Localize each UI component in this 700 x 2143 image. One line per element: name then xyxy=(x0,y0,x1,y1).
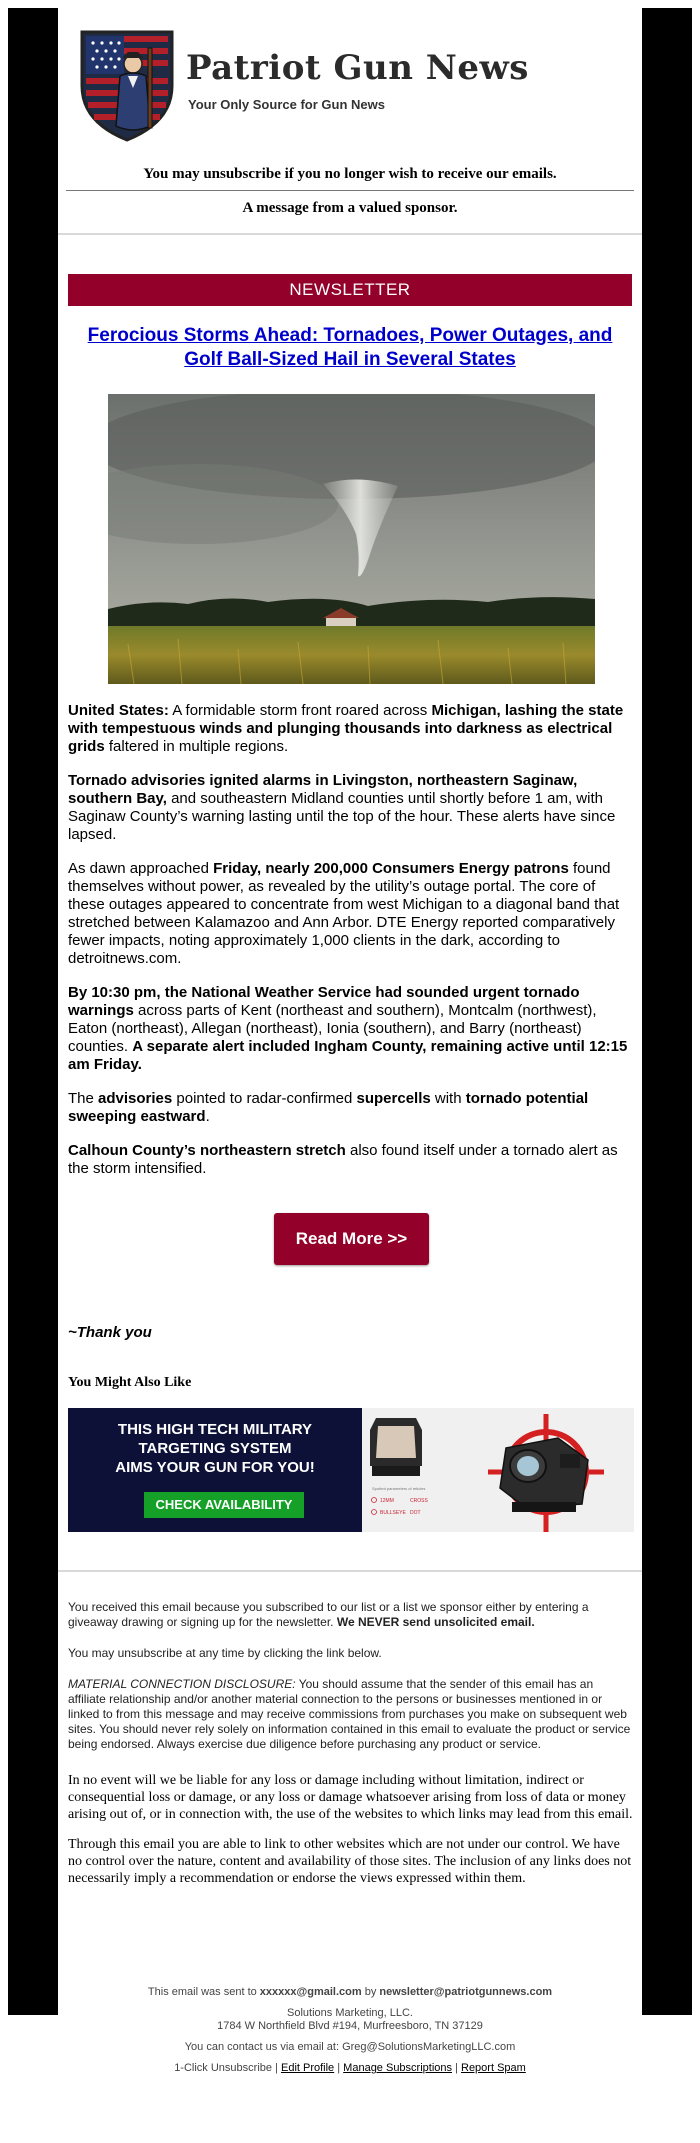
paragraph: The advisories pointed to radar-confirmed supercells with tornado potential sweeping eastward. xyxy=(68,1090,589,1125)
ad-legend-item: CROSS xyxy=(410,1498,428,1504)
sender-email: newsletter@patriotgunnews.com xyxy=(379,1986,553,1998)
sent-to-line: This email was sent to xxxxxx@gmail.com by newsletter@patriotgunnews.com xyxy=(147,1986,553,1998)
divider xyxy=(58,233,642,235)
ad-legend-caption: Spotted parameters of reticles xyxy=(372,1486,426,1491)
unsubscribe-notice: You may unsubscribe at any time by clicking the link below. xyxy=(68,1646,382,1660)
footer-links: 1-Click Unsubscribe | Edit Profile | Manage Subscriptions | Report Spam xyxy=(174,2062,526,2074)
paragraph: As dawn approached Friday, nearly 200,000 Consumers Energy patrons found themselves without power, as revealed by the utility’s outage portal. The core of these outages appeared to concentrate from west Michigan to a diagonal band that stretched between Kalamazoo and Ann Arbor. DTE Energy reported comparatively fewer impacts, noting approximately 1,000 clients in the dark, according to detroitnews.com. xyxy=(68,860,620,967)
company-name: Solutions Marketing, LLC. xyxy=(287,2007,413,2019)
check-availability-button[interactable]: CHECK AVAILABILITY xyxy=(144,1492,304,1518)
brand-title: Patriot Gun News xyxy=(186,48,529,88)
liability-disclaimer: In no event will we be liable for any loss or damage including without limitation, indirect or consequential loss or damage, or any loss or damage whatsoever arising from loss of data or money arising out of, or in connection with, the use of the websites to which links may lead from this email. xyxy=(68,1773,633,1822)
company-address: 1784 W Northfield Blvd #194, Murfreesboro, TN 37129 xyxy=(217,2020,483,2032)
sign-off: ~Thank you xyxy=(68,1324,152,1341)
paragraph: United States: A formidable storm front roared across Michigan, lashing the state with tempestuous winds and plunging thousands into darkness as electrical grids faltered in multiple regions. xyxy=(68,702,624,755)
report-spam-link[interactable]: Report Spam xyxy=(461,2062,526,2074)
article-body xyxy=(68,702,634,1194)
article-headline-link[interactable]: Ferocious Storms Ahead: Tornadoes, Power Outages, and Golf Ball-Sized Hail in Several States xyxy=(87,325,613,370)
ad-legend-item: 12MM xyxy=(380,1498,394,1504)
email-frame xyxy=(8,8,692,2015)
one-click-unsubscribe-link[interactable]: 1-Click Unsubscribe xyxy=(174,2062,272,2074)
edit-profile-link[interactable]: Edit Profile xyxy=(280,2062,335,2074)
legal-notice xyxy=(68,1772,634,1900)
paragraph: Tornado advisories ignited alarms in Livingston, northeastern Saginaw, southern Bay, and southeastern Midland counties until shortly before 1 am, with Saginaw County’s warning lasting until the top of the hour. These alerts have since lapsed. xyxy=(68,772,616,843)
ad-headline: THIS HIGH TECH MILITARY TARGETING SYSTEM AIMS YOUR GUN FOR YOU! xyxy=(115,1421,315,1476)
ad-text-panel xyxy=(68,1408,362,1532)
paragraph: By 10:30 pm, the National Weather Service had sounded urgent tornado warnings across parts of Kent (northeast and southern), Montcalm (northwest), Eaton (northeast), Allegan (northeast), Ionia (southern), and Barry (northeast) counties. A separate alert included Ingham County, remaining active until 12:15 am Friday. xyxy=(68,984,628,1073)
divider xyxy=(58,1570,642,1572)
ad-legend-item: BULLSEYE xyxy=(380,1510,406,1516)
tornado-photo[interactable] xyxy=(108,394,595,684)
external-links-disclaimer: Through this email you are able to link to other websites which are not under our control. We have no control over the nature, content and availability of those sites. The inclusion of any links does not necessarily imply a recommendation or endorse the views expressed within them. xyxy=(68,1837,632,1886)
also-like-heading: You Might Also Like xyxy=(68,1375,192,1390)
read-more-button[interactable]: Read More >> xyxy=(274,1213,429,1265)
brand-tagline: Your Only Source for Gun News xyxy=(188,97,385,112)
sponsored-ad[interactable] xyxy=(68,1408,634,1532)
material-disclosure: MATERIAL CONNECTION DISCLOSURE: You should assume that the sender of this email has an affiliate relationship and/or another material connection to the persons or businesses mentioned in or linked to from this message and may receive commissions from purchases you make on subsequent web sites. You should never rely solely on information contained in this email to evaluate the product or service being endorsed. Always exercise due diligence before purchasing any product or service. xyxy=(68,1677,631,1751)
received-notice: You received this email because you subscribed to our list or a list we sponsor either by entering a giveaway drawing or signing up for the newsletter. We NEVER send unsolicited email. xyxy=(68,1600,589,1629)
email-footer xyxy=(0,1986,700,2075)
recipient-email: xxxxxx@gmail.com xyxy=(259,1986,362,1998)
unsubscribe-note[interactable]: You may unsubscribe if you no longer wish to receive our emails. xyxy=(143,166,557,182)
sponsor-note: A message from a valued sponsor. xyxy=(242,200,458,216)
divider xyxy=(66,190,634,191)
paragraph: Calhoun County’s northeastern stretch also found itself under a tornado alert as the storm intensified. xyxy=(68,1142,618,1177)
subscription-notice xyxy=(68,1600,634,1768)
red-dot-sight-image xyxy=(362,1408,634,1532)
patriot-shield-logo xyxy=(78,26,176,144)
contact-line: You can contact us via email at: Greg@SolutionsMarketingLLC.com xyxy=(184,2041,516,2053)
newsletter-banner: NEWSLETTER xyxy=(68,274,632,306)
manage-subscriptions-link[interactable]: Manage Subscriptions xyxy=(343,2062,453,2074)
ad-legend-item: DOT xyxy=(410,1510,421,1516)
email-body xyxy=(58,8,642,2015)
